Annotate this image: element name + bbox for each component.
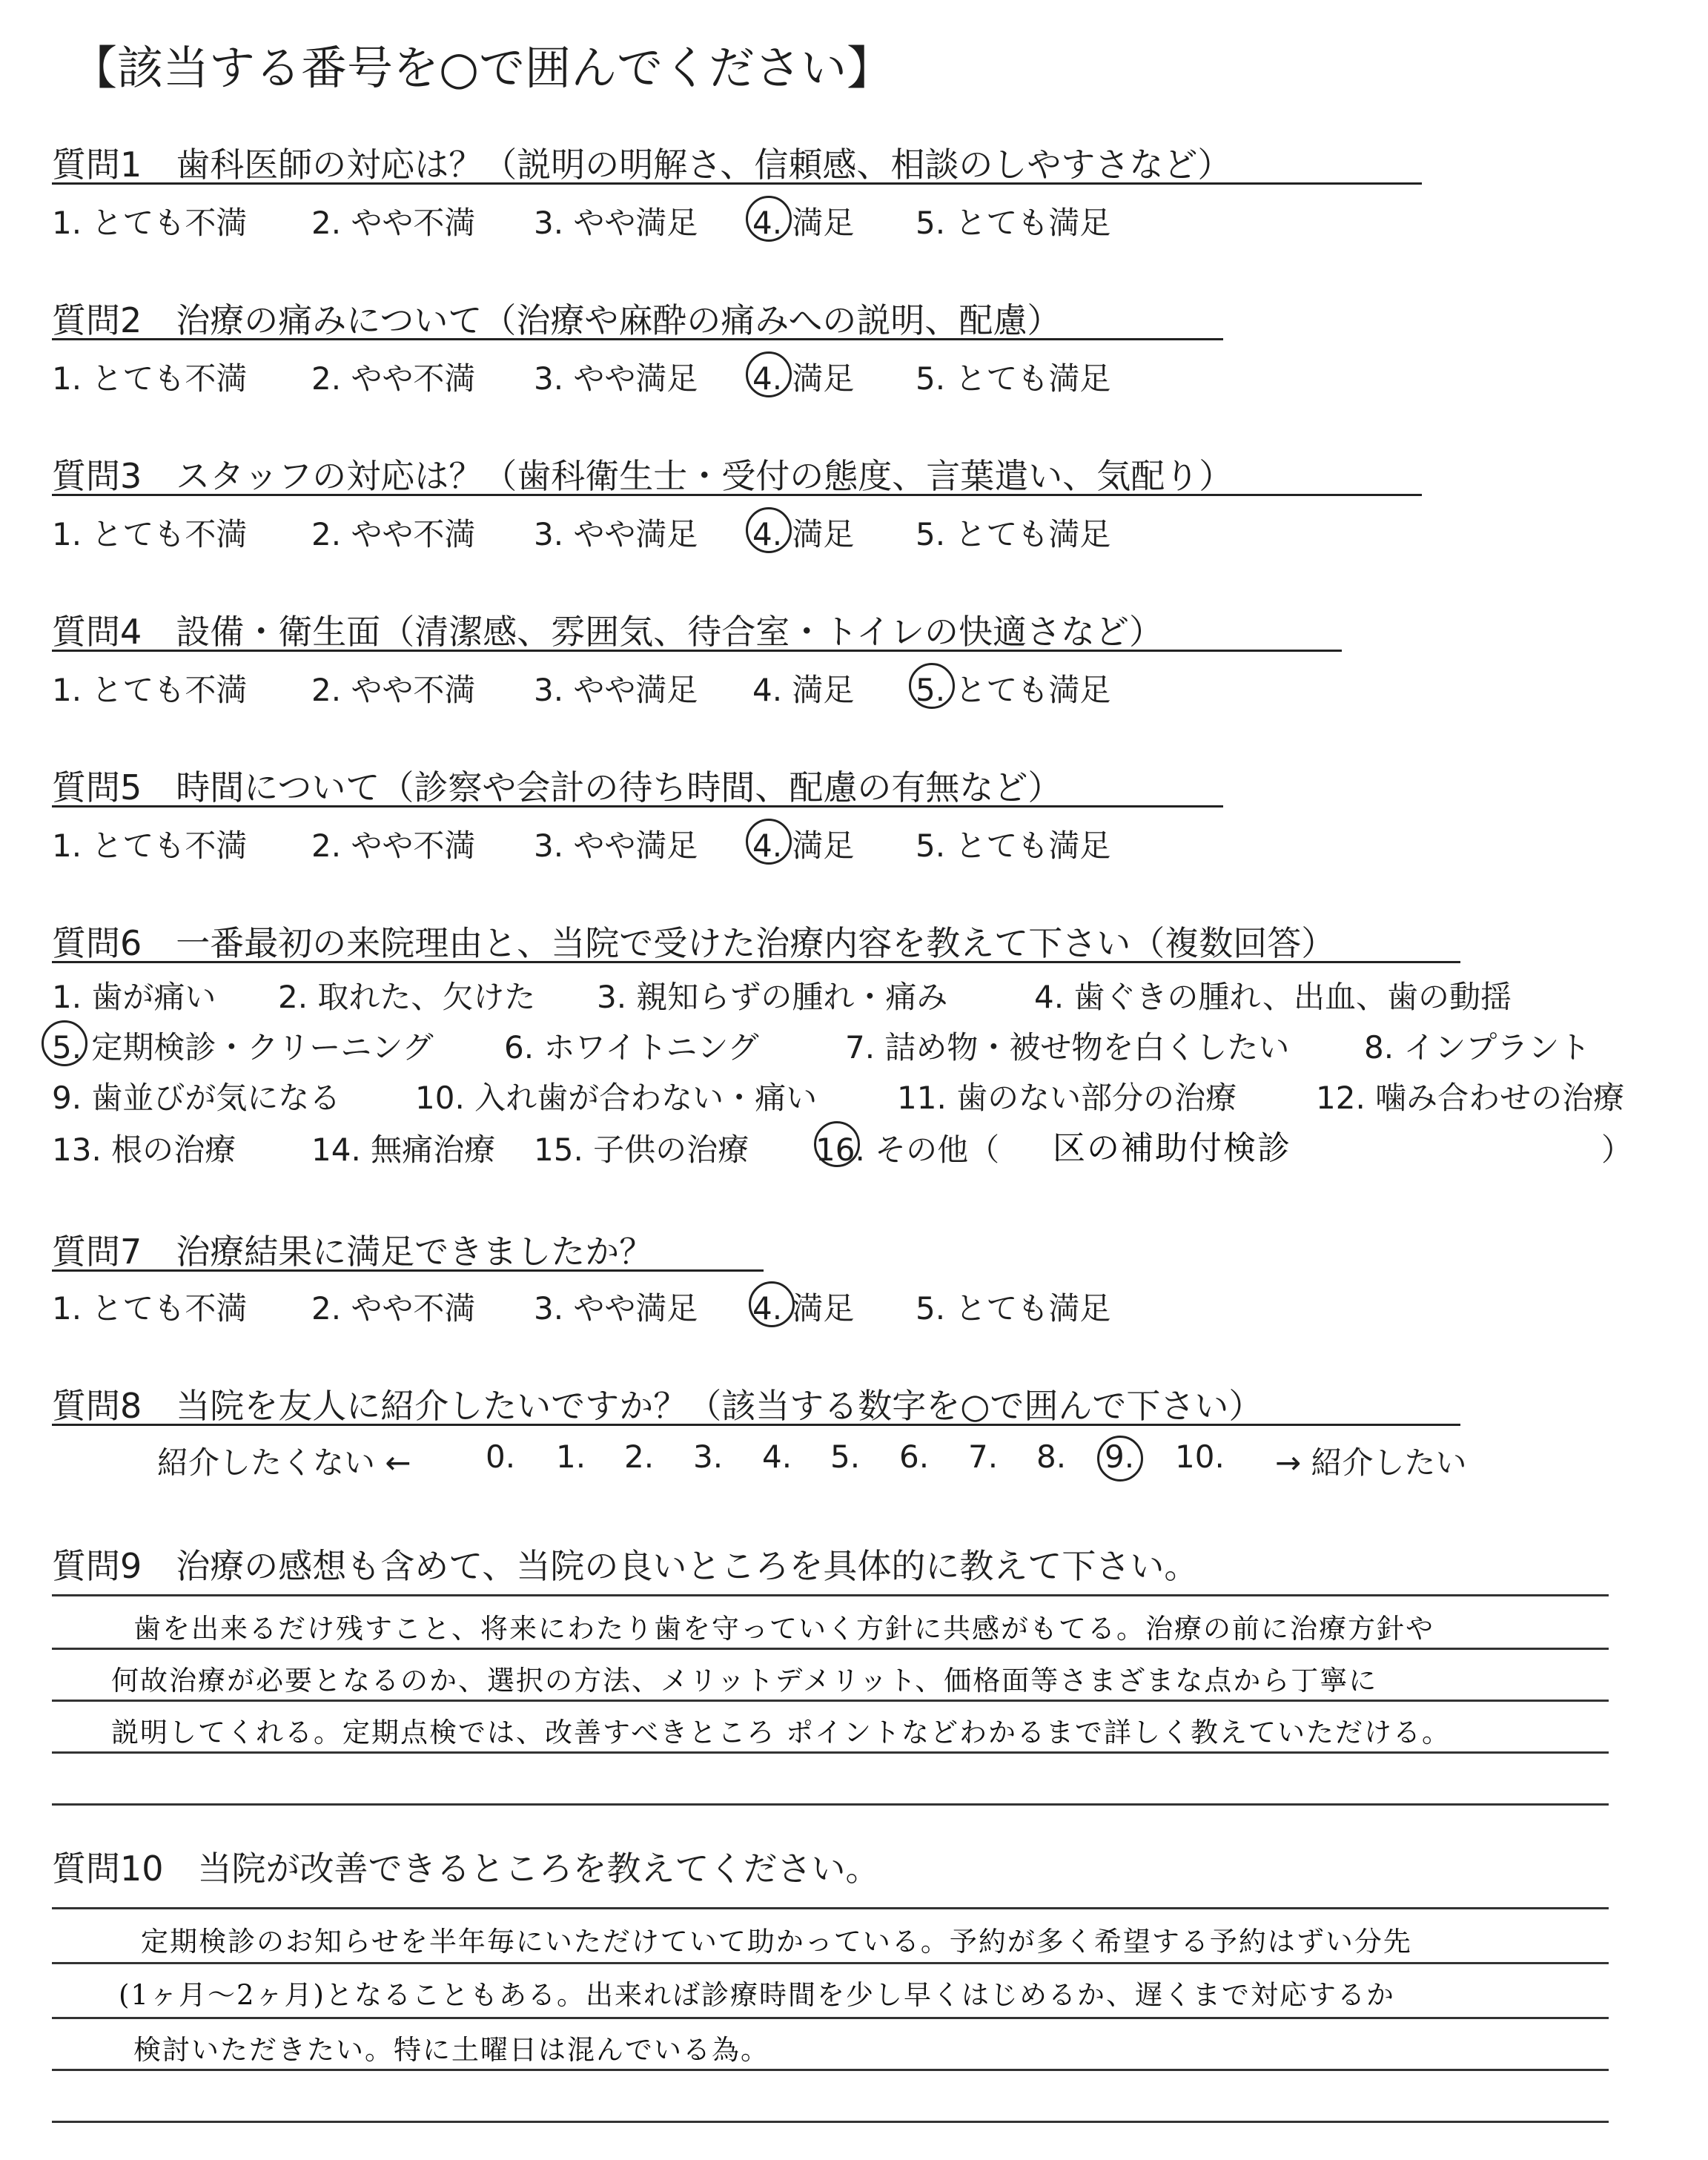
q7-option-2[interactable]: 2. やや不満 xyxy=(311,1290,476,1327)
q8-scale-5[interactable]: 5. xyxy=(830,1439,861,1475)
q6-other-close-paren: ） xyxy=(1601,1132,1633,1168)
question-7-title: 質問7 治療結果に満足できましたか？ xyxy=(52,1232,654,1272)
q2-option-3[interactable]: 3. やや満足 xyxy=(534,360,698,397)
q9-writing-line-1 xyxy=(52,1594,1609,1596)
q10-writing-line-3 xyxy=(52,2017,1609,2019)
question-6-underline xyxy=(52,961,1460,963)
q7-option-1[interactable]: 1. とても不満 xyxy=(52,1290,248,1327)
question-2-title: 質問2 治療の痛みについて（治療や麻酔の痛みへの説明、配慮） xyxy=(52,300,1062,340)
q6-option-1[interactable]: 1. 歯が痛い xyxy=(52,979,216,1015)
q1-option-4[interactable]: 4. 満足 xyxy=(752,205,855,241)
q8-scale-8[interactable]: 8. xyxy=(1036,1439,1067,1475)
q5-option-3[interactable]: 3. やや満足 xyxy=(534,828,698,864)
q6-option-3[interactable]: 3. 親知らずの腫れ・痛み xyxy=(597,979,948,1015)
q8-scale-0[interactable]: 0. xyxy=(486,1439,516,1475)
q7-selection-circle xyxy=(749,1281,795,1327)
q10-writing-line-2 xyxy=(52,1962,1609,1964)
q8-right-label: → 紹介したい xyxy=(1275,1444,1467,1481)
q10-writing-line-1 xyxy=(52,1907,1609,1909)
q6-option-12[interactable]: 12. 噛み合わせの治療 xyxy=(1316,1080,1625,1116)
question-7-underline xyxy=(52,1269,764,1272)
question-5-underline xyxy=(52,805,1223,807)
q6-option-5[interactable]: 5. 定期検診・クリーニング xyxy=(52,1029,434,1066)
q3-option-5[interactable]: 5. とても満足 xyxy=(916,516,1111,552)
question-5-title: 質問5 時間について（診察や会計の待ち時間、配慮の有無など） xyxy=(52,767,1062,807)
q9-writing-line-2 xyxy=(52,1648,1609,1650)
q8-selection-circle xyxy=(1097,1436,1143,1482)
q6-other-answer: 区の補助付検診 xyxy=(1053,1129,1291,1167)
q5-option-4[interactable]: 4. 満足 xyxy=(752,828,855,864)
q1-option-2[interactable]: 2. やや不満 xyxy=(311,205,476,241)
q3-option-2[interactable]: 2. やや不満 xyxy=(311,516,476,552)
q9-writing-line-3 xyxy=(52,1700,1609,1702)
question-6-title: 質問6 一番最初の来院理由と、当院で受けた治療内容を教えて下さい（複数回答） xyxy=(52,923,1336,963)
q5-option-2[interactable]: 2. やや不満 xyxy=(311,828,476,864)
q9-answer-line-1: 歯を出来るだけ残すこと、将来にわたり歯を守っていく方針に共感がもてる。治療の前に治療方針や xyxy=(133,1613,1434,1645)
q8-scale-6[interactable]: 6. xyxy=(899,1439,930,1475)
question-8-title: 質問8 当院を友人に紹介したいですか？（該当する数字を○で囲んで下さい） xyxy=(52,1386,1263,1426)
q3-option-1[interactable]: 1. とても不満 xyxy=(52,516,248,552)
question-3-title: 質問3 スタッフの対応は？（歯科衛生士・受付の態度、言葉遣い、気配り） xyxy=(52,456,1234,496)
q10-answer-line-1: 定期検診のお知らせを半年毎にいただけていて助かっている。予約が多く希望する予約はずい分先 xyxy=(141,1926,1412,1958)
q6-option-13[interactable]: 13. 根の治療 xyxy=(52,1132,236,1168)
q9-writing-line-5 xyxy=(52,1803,1609,1806)
question-4-title: 質問4 設備・衛生面（清潔感、雰囲気、待合室・トイレの快適さなど） xyxy=(52,612,1163,652)
q8-scale-9[interactable]: 9. xyxy=(1105,1439,1135,1475)
q7-option-3[interactable]: 3. やや満足 xyxy=(534,1290,698,1327)
q8-scale-10[interactable]: 10. xyxy=(1175,1439,1225,1475)
question-1-underline xyxy=(52,182,1422,185)
q6-option-10[interactable]: 10. 入れ歯が合わない・痛い xyxy=(415,1080,818,1116)
q8-scale-3[interactable]: 3. xyxy=(693,1439,724,1475)
q10-answer-line-2: (1ヶ月〜2ヶ月)となることもある。出来れば診療時間を少し早くはじめるか、遅くまで対応するか xyxy=(119,1979,1395,2011)
q1-option-3[interactable]: 3. やや満足 xyxy=(534,205,698,241)
q1-selection-circle xyxy=(746,196,792,242)
question-3-underline xyxy=(52,494,1422,496)
q6-option-2[interactable]: 2. 取れた、欠けた xyxy=(278,979,536,1015)
q2-option-4[interactable]: 4. 満足 xyxy=(752,360,855,397)
q4-option-5[interactable]: 5. とても満足 xyxy=(916,672,1111,708)
q10-answer-line-3: 検討いただきたい。特に土曜日は混んでいる為。 xyxy=(133,2034,769,2066)
q7-option-5[interactable]: 5. とても満足 xyxy=(916,1290,1111,1327)
q5-option-1[interactable]: 1. とても不満 xyxy=(52,828,248,864)
q6-option-16[interactable]: 16. その他（ xyxy=(815,1132,1000,1168)
q2-option-1[interactable]: 1. とても不満 xyxy=(52,360,248,397)
q8-scale-2[interactable]: 2. xyxy=(624,1439,655,1475)
q6-option-4[interactable]: 4. 歯ぐきの腫れ、出血、歯の動揺 xyxy=(1034,979,1512,1015)
q4-option-3[interactable]: 3. やや満足 xyxy=(534,672,698,708)
question-8-underline xyxy=(52,1424,1460,1426)
question-9-title: 質問9 治療の感想も含めて、当院の良いところを具体的に教えて下さい。 xyxy=(52,1546,1199,1586)
q10-writing-line-4 xyxy=(52,2069,1609,2071)
q4-selection-circle xyxy=(909,663,955,709)
page-title: 【該当する番号を○で囲んでください】 xyxy=(71,41,893,95)
q6-selection-circle-5 xyxy=(42,1020,87,1066)
q4-option-4[interactable]: 4. 満足 xyxy=(752,672,855,708)
q6-selection-circle-16 xyxy=(814,1121,860,1167)
q3-option-3[interactable]: 3. やや満足 xyxy=(534,516,698,552)
q3-selection-circle xyxy=(746,507,792,553)
q2-option-5[interactable]: 5. とても満足 xyxy=(916,360,1111,397)
q7-option-4[interactable]: 4. 満足 xyxy=(752,1290,855,1327)
q4-option-2[interactable]: 2. やや不満 xyxy=(311,672,476,708)
q1-option-5[interactable]: 5. とても満足 xyxy=(916,205,1111,241)
question-1-title: 質問1 歯科医師の対応は？（説明の明解さ、信頼感、相談のしやすさなど） xyxy=(52,145,1232,185)
q2-option-2[interactable]: 2. やや不満 xyxy=(311,360,476,397)
q5-selection-circle xyxy=(746,819,792,865)
question-4-underline xyxy=(52,650,1342,652)
q6-option-6[interactable]: 6. ホワイトニング xyxy=(504,1029,759,1066)
q9-writing-line-4 xyxy=(52,1751,1609,1754)
q6-option-7[interactable]: 7. 詰め物・被せ物を白くしたい xyxy=(845,1029,1290,1066)
question-10-title: 質問10 当院が改善できるところを教えてください。 xyxy=(52,1849,880,1889)
q6-option-9[interactable]: 9. 歯並びが気になる xyxy=(52,1080,341,1116)
q4-option-1[interactable]: 1. とても不満 xyxy=(52,672,248,708)
q6-option-11[interactable]: 11. 歯のない部分の治療 xyxy=(897,1080,1237,1116)
q6-option-15[interactable]: 15. 子供の治療 xyxy=(534,1132,749,1168)
q9-answer-line-3: 説明してくれる。定期点検では、改善すべきところ ポイントなどわかるまで詳しく教えていただける。 xyxy=(111,1717,1452,1748)
q1-option-1[interactable]: 1. とても不満 xyxy=(52,205,248,241)
q10-writing-line-5 xyxy=(52,2121,1609,2123)
q8-scale-7[interactable]: 7. xyxy=(968,1439,999,1475)
q2-selection-circle xyxy=(746,351,792,397)
q8-scale-4[interactable]: 4. xyxy=(762,1439,792,1475)
q6-option-8[interactable]: 8. インプラント xyxy=(1364,1029,1591,1066)
q3-option-4[interactable]: 4. 満足 xyxy=(752,516,855,552)
q8-scale-1[interactable]: 1. xyxy=(556,1439,586,1475)
q6-option-14[interactable]: 14. 無痛治療 xyxy=(311,1132,496,1168)
q5-option-5[interactable]: 5. とても満足 xyxy=(916,828,1111,864)
question-2-underline xyxy=(52,338,1223,340)
q8-left-label: 紹介したくない ← xyxy=(157,1444,411,1481)
q9-answer-line-2: 何故治療が必要となるのか、選択の方法、メリットデメリット、価格面等さまざまな点から丁寧に xyxy=(111,1665,1378,1697)
